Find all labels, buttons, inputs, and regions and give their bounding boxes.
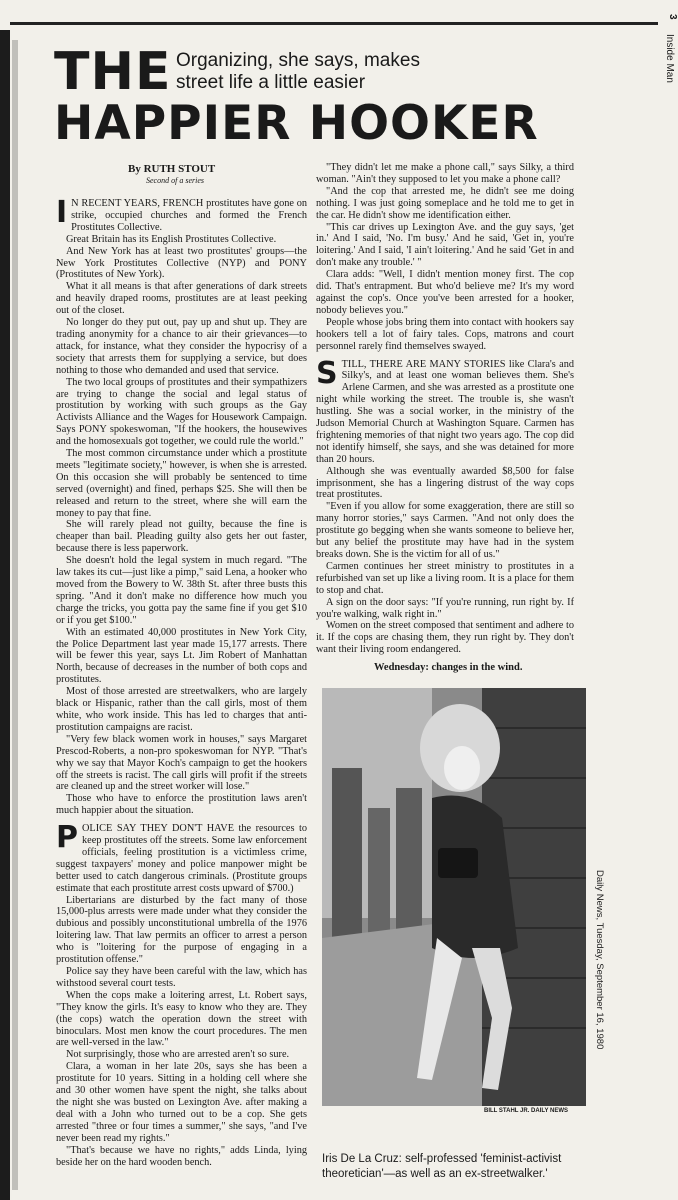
paragraph (316, 355, 574, 466)
paragraph: Not surprisingly, those who are arrested aren't so sure. (66, 1049, 290, 1061)
paragraph: Police say they have been careful with the law, which has withstood several court tests. (56, 966, 307, 989)
series-note: Second of a series (146, 176, 204, 185)
paragraph-text: OLICE SAY THEY DON'T HAVE the resources to keep prostitutes off the streets. Some law enforcement officials, feeling prostitution is a victimless crime, suggest taxpayers' money and police manpower might be better used to catch dangerous criminals. (Prostitute groups estimate that each prostitute arrest costs upward of $700.) (56, 823, 307, 894)
paragraph: She doesn't hold the legal system in much regard. "The law takes its cut—just like a pimp," said Lena, a hooker who moved from the Bowery to W. 38th St. after three busts this spring. "And it don't make no difference how much you charge the tricks, you gotta pay the same fine if you get $10 or if you get $100." (56, 555, 307, 626)
paragraph: Carmen continues her street ministry to prostitutes in a refurbished van set up like a living room. It is a place for them to stop and chat. (316, 560, 574, 596)
photo-illustration (322, 688, 586, 1106)
paragraph: "That's because we have no rights," adds Linda, lying beside her on the hard wooden bench. (56, 1144, 307, 1168)
drop-cap: S (316, 355, 338, 391)
paragraph: Those who have to enforce the prostitution laws aren't much happier about the situation. (56, 793, 307, 817)
page-number: 3 (667, 14, 678, 20)
byline: By RUTH STOUT (128, 163, 216, 175)
drop-cap: I (56, 198, 68, 230)
paragraph: "Even if you allow for some exaggeration, there are still so many horror stories," says Carmen. "And not only does the prostitute go begging when she wants someone to believe her, but any belief the prostitute may have had in the system breaks down. She is the victim for all of us." (316, 501, 574, 560)
paragraph: She will rarely plead not guilty, because the fine is cheaper than bail. Pleading guilty also gets her out faster, because there is less paperwork. (56, 519, 307, 555)
paragraph: With an estimated 40,000 prostitutes in New York City, the Police Department last year made 15,177 arrests. There will be fewer this year, says Lt. Jim Robert of Manhattan North, because of decreases in the number of both cops and prostitutes. (56, 626, 307, 686)
paragraph: Clara, a woman in her late 20s, says she has been a prostitute for 10 years. Sitting in a holding cell where she and 30 other women have spent the night, she talks about the night she was busted on Lexington Ave. after making a deal with a John who turned out to be a cop. She gets arrested "three or four times a summer," she says, "and I've never been read my rights." (56, 1061, 307, 1144)
date-line: Daily News, Tuesday, September 16, 1980 (594, 870, 605, 1050)
paragraph: Libertarians are disturbed by the fact many of those 15,000-plus arrests were made under what they consider the dubious and possibly unconstitutional umbrella of the 1976 loitering law. That law permits an officer to arrest a person who is "loitering for the purpose of engaging in a prostitution offense." (56, 894, 307, 966)
paragraph: "And the cop that arrested me, he didn't see me doing nothing. I was just going someplace and he told me to get in the car. He didn't show me identification either. (316, 185, 574, 221)
paragraph: Although she was eventually awarded $8,500 for false imprisonment, she has a lingering distrust of the way cops treat prostitutes. (316, 465, 574, 501)
next-installment: Wednesday: changes in the wind. (374, 662, 523, 673)
photo-credit: BILL STAHL JR. DAILY NEWS (484, 1108, 569, 1114)
left-margin-bar (0, 30, 10, 1200)
paragraph: No longer do they put out, pay up and shut up. They are trading anonymity for a chance to air their grievances—to attack, for instance, what they consider the hypocrisy of a society that arrests them for supplying a service, but does nothing to those who demanded and used that service. (56, 317, 307, 376)
paragraph: Great Britain has its English Prostitutes Collective. (66, 233, 277, 245)
paragraph: And New York has at least two prostitutes' groups—the New York Prostitutes Collective (NYP) and PONY (Prostitutes of New York). (56, 245, 307, 281)
paragraph: People whose jobs bring them into contact with hookers say hookers tell a lot of fairy tales. Cops, matrons and court personnel rarely find themselves swayed. (316, 316, 574, 352)
photo-caption: Iris De La Cruz: self-professed 'feminist-activist theoretician'—as well as an ex-streetwalker.' (322, 1153, 562, 1180)
left-margin-shadow (12, 40, 18, 1190)
article-column-2 (316, 162, 574, 688)
paragraph: Women on the street composed that sentiment and adhere to it. If the cops are chasing them, they run right by. They don't want their living room endangered. (316, 620, 574, 656)
article-column-1 (56, 198, 307, 1188)
paragraph (56, 820, 307, 894)
paragraph: "This car drives up Lexington Ave. and the guy says, 'get in.' And I said, 'No. I'm busy.' And he said, 'Get in, you're loitering.' And I said, 'I ain't loitering.' And he said 'Get in and don't make any trouble.' " (316, 221, 574, 269)
paragraph: What it all means is that after generations of dark streets and heavily draped rooms, prostitutes are at least peeking out of the closet. (56, 281, 307, 317)
paragraph: A sign on the door says: "If you're running, run right by. If you're walking, walk right in." (316, 596, 574, 620)
drop-cap: P (56, 820, 78, 856)
headline-main: HAPPIER HOOKER (54, 96, 539, 151)
paragraph: Most of those arrested are streetwalkers, who are largely black or Hispanic, rather than the call girls, most of them white, who work inside. This has led to charges that anti-prostitution campaigns are racist. (56, 686, 307, 733)
paragraph: "They didn't let me make a phone call," says Silky, a third woman. "Ain't they supposed to let you make a phone call? (316, 162, 574, 185)
paragraph: When the cops make a loitering arrest, Lt. Robert says, "They know the girls. It's easy to know who they are. They (the cops) watch the operation down the street with binoculars. Most men know the court procedures. The men are well-versed in the law." (56, 989, 307, 1049)
paragraph-text: TILL, THERE ARE MANY STORIES like Clara's and Silky's, and at least one woman believes them. She's Arlene Carmen, and she was arrested as a prostitute one night while working the street. The trouble is, she wasn't hustling. She was a social worker, in the ministry of the Judson Memorial Church at Washington Square. Carmen has frightening memories of that night two years ago. The cop did not identify himself, she says, and she was detained for more than 20 hours. (316, 358, 574, 465)
top-rule (10, 22, 658, 25)
paragraph: The two local groups of prostitutes and their sympathizers are trying to change the social and legal status of prostitution by working with such groups as the Gay Activists Alliance and the Wages for Housework Campaign. Says PONY spokeswoman, "If the hookers, the housewives and the homosexuals got together, we could rule the world." (56, 376, 307, 448)
paragraph (56, 198, 307, 234)
deck: Organizing, she says, makes street life a little easier (176, 50, 420, 93)
photo (322, 688, 586, 1106)
paragraph: The most common circumstance under which a prostitute meets "legitimate society," however, is when she is arrested. On this occasion she will probably be sentenced to time served (overnight) and fined, perhaps $25. She will then be released and return to the street, where she will earn the money to pay that fine. (56, 448, 307, 519)
paragraph: Clara adds: "Well, I didn't mention money first. The cop did. That's entrapment. But who'd believe me? It's my word against the cop's. Once you've been arrested for a hooker, nobody believes you." (316, 269, 574, 316)
paragraph: "Very few black women work in houses," says Margaret Prescod-Roberts, a non-pro spokeswoman for NYP. "That's why we say that Mayor Koch's campaign to get the hookers off the streets is racist. The call girls will profit if the streets are cleaned up and the street worker will lose." (56, 733, 307, 793)
section-label: Inside Man (664, 34, 675, 83)
paragraph-text: N RECENT YEARS, FRENCH prostitutes have gone on strike, occupied churches and formed the French Prostitutes Collective. (71, 198, 307, 233)
headline-top: THE (54, 42, 172, 102)
